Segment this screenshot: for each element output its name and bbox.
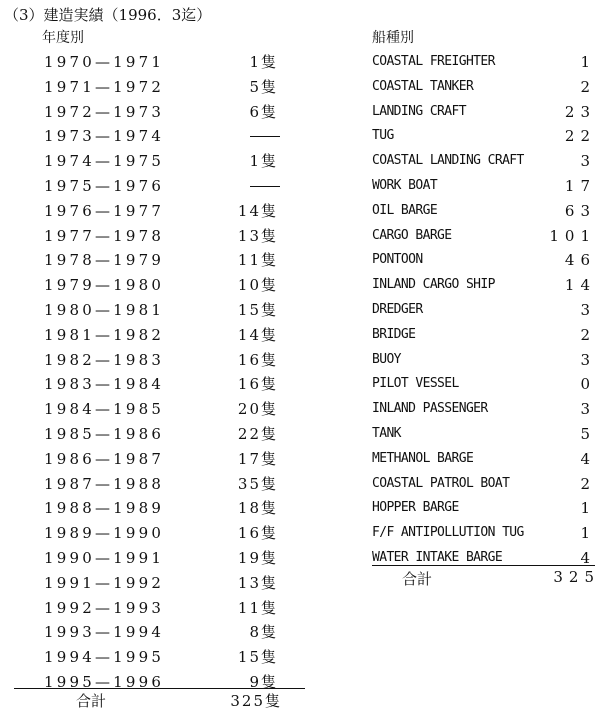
ship-type-count: 1 bbox=[580, 524, 596, 543]
table-row bbox=[12, 248, 302, 273]
ship-type-count: 4 bbox=[580, 548, 596, 567]
table-row bbox=[370, 75, 596, 100]
count-value: 5隻 bbox=[249, 77, 278, 96]
ship-type-count: 3 bbox=[580, 350, 596, 369]
table-row bbox=[370, 521, 596, 546]
table-row bbox=[12, 149, 302, 174]
table-row bbox=[370, 199, 596, 224]
period-label: 1992—1993 bbox=[44, 598, 165, 617]
count-value: 35隻 bbox=[237, 474, 278, 493]
period-label: 1982—1983 bbox=[44, 350, 165, 369]
table-row bbox=[370, 422, 596, 447]
ship-type-count: 101 bbox=[549, 226, 596, 245]
period-label: 1974—1975 bbox=[44, 152, 165, 171]
period-label: 1971—1972 bbox=[44, 77, 165, 96]
table-row bbox=[12, 50, 302, 75]
period-label: 1981—1982 bbox=[44, 325, 165, 344]
table-row bbox=[370, 273, 596, 298]
period-label: 1986—1987 bbox=[44, 449, 165, 468]
table-row bbox=[12, 546, 302, 571]
count-value: 1隻 bbox=[249, 53, 278, 71]
ship-type-label: COASTAL TANKER bbox=[372, 78, 474, 94]
period-label: 1985—1986 bbox=[44, 424, 165, 443]
count-value: 11隻 bbox=[237, 598, 278, 617]
table-row bbox=[12, 496, 302, 521]
left-total-label: 合計 bbox=[76, 692, 107, 710]
period-label: 1994—1995 bbox=[44, 648, 165, 667]
ship-type-label: F/F ANTIPOLLUTION TUG bbox=[372, 525, 524, 541]
ship-type-label: TANK bbox=[372, 425, 401, 441]
table-row bbox=[370, 248, 596, 273]
period-label: 1973—1974 bbox=[44, 127, 165, 146]
period-label: 1976—1977 bbox=[44, 201, 165, 220]
table-row bbox=[370, 496, 596, 521]
ship-type-label: PILOT VESSEL bbox=[372, 376, 459, 392]
count-value: 15隻 bbox=[237, 648, 278, 667]
ship-type-count: 46 bbox=[564, 251, 596, 270]
ship-type-count: 23 bbox=[564, 102, 596, 121]
count-value: 10隻 bbox=[237, 276, 278, 295]
by-year-table bbox=[12, 50, 302, 695]
count-value: 22隻 bbox=[237, 424, 278, 443]
count-value: 20隻 bbox=[237, 400, 278, 419]
table-row bbox=[12, 273, 302, 298]
table-row bbox=[12, 298, 302, 323]
table-row bbox=[370, 224, 596, 249]
ship-type-label: INLAND CARGO SHIP bbox=[372, 277, 495, 293]
count-value: 9隻 bbox=[249, 672, 278, 691]
ship-type-label: COASTAL LANDING CRAFT bbox=[372, 153, 524, 169]
period-label: 1991—1992 bbox=[44, 573, 165, 592]
count-value: 16隻 bbox=[237, 350, 278, 369]
empty-count-dash bbox=[250, 186, 280, 187]
period-label: 1978—1979 bbox=[44, 251, 165, 270]
ship-type-label: HOPPER BARGE bbox=[372, 500, 459, 516]
table-row bbox=[370, 298, 596, 323]
table-row bbox=[370, 149, 596, 174]
ship-type-label: COASTAL FREIGHTER bbox=[372, 54, 495, 69]
left-total-rule bbox=[14, 688, 305, 689]
right-total-label: 合計 bbox=[402, 570, 433, 588]
ship-type-label: CARGO BARGE bbox=[372, 227, 452, 243]
by-year-header: 年度別 bbox=[42, 30, 84, 46]
table-row bbox=[370, 472, 596, 497]
table-row bbox=[12, 422, 302, 447]
table-row bbox=[12, 397, 302, 422]
count-value: 17隻 bbox=[237, 449, 278, 468]
ship-type-count: 2 bbox=[580, 474, 596, 493]
count-value: 15隻 bbox=[237, 300, 278, 319]
ship-type-count: 2 bbox=[580, 325, 596, 344]
table-row bbox=[12, 645, 302, 670]
table-row bbox=[12, 472, 302, 497]
period-label: 1987—1988 bbox=[44, 474, 165, 493]
ship-type-count: 4 bbox=[580, 449, 596, 468]
period-label: 1972—1973 bbox=[44, 102, 165, 121]
count-value: 1隻 bbox=[249, 152, 278, 171]
ship-type-label: BRIDGE bbox=[372, 326, 416, 342]
ship-type-label: INLAND PASSENGER bbox=[372, 401, 488, 417]
ship-type-count: 63 bbox=[564, 201, 596, 220]
empty-count-dash bbox=[250, 136, 280, 137]
table-row bbox=[370, 348, 596, 373]
right-total-rule bbox=[372, 565, 595, 566]
ship-type-count: 14 bbox=[564, 276, 596, 295]
period-label: 1990—1991 bbox=[44, 548, 165, 567]
ship-type-count: 5 bbox=[580, 424, 596, 443]
table-row bbox=[12, 348, 302, 373]
ship-type-count: 2 bbox=[580, 77, 596, 96]
ship-type-label: METHANOL BARGE bbox=[372, 450, 474, 466]
ship-type-label: LANDING CRAFT bbox=[372, 103, 466, 119]
ship-type-count: 1 bbox=[580, 499, 596, 518]
by-type-header: 船種別 bbox=[372, 30, 414, 46]
table-row bbox=[370, 372, 596, 397]
count-value: 19隻 bbox=[237, 548, 278, 567]
table-row bbox=[12, 571, 302, 596]
table-row bbox=[12, 596, 302, 621]
ship-type-count: 3 bbox=[580, 300, 596, 319]
count-value: 14隻 bbox=[237, 325, 278, 344]
ship-type-label: WORK BOAT bbox=[372, 177, 438, 193]
count-value: 18隻 bbox=[237, 499, 278, 518]
ship-type-count: 3 bbox=[580, 152, 596, 171]
table-row bbox=[370, 174, 596, 199]
period-label: 1975—1976 bbox=[44, 176, 165, 195]
table-row bbox=[12, 447, 302, 472]
ship-type-label: COASTAL PATROL BOAT bbox=[372, 475, 510, 491]
count-value: 16隻 bbox=[237, 524, 278, 543]
period-label: 1988—1989 bbox=[44, 499, 165, 518]
count-value: 6隻 bbox=[249, 102, 278, 121]
table-row bbox=[12, 75, 302, 100]
ship-type-label: DREDGER bbox=[372, 301, 423, 317]
period-label: 1980—1981 bbox=[44, 300, 165, 319]
ship-type-count: 22 bbox=[564, 127, 596, 146]
by-type-table bbox=[370, 50, 596, 571]
left-total-value: 325隻 bbox=[230, 692, 282, 710]
page-title: （3）建造実績（1996．3迄） bbox=[4, 6, 212, 24]
table-row bbox=[370, 100, 596, 125]
count-value: 14隻 bbox=[237, 201, 278, 220]
ship-type-count: 1 bbox=[580, 53, 596, 71]
table-row bbox=[12, 199, 302, 224]
count-value: 13隻 bbox=[237, 573, 278, 592]
ship-type-label: WATER INTAKE BARGE bbox=[372, 549, 503, 565]
period-label: 1977—1978 bbox=[44, 226, 165, 245]
ship-type-count: 0 bbox=[580, 375, 596, 394]
table-row bbox=[370, 397, 596, 422]
ship-type-label: PONTOON bbox=[372, 252, 423, 268]
table-row bbox=[370, 124, 596, 149]
table-row bbox=[12, 224, 302, 249]
table-row bbox=[370, 323, 596, 348]
table-row bbox=[12, 100, 302, 125]
table-row bbox=[12, 372, 302, 397]
period-label: 1979—1980 bbox=[44, 276, 165, 295]
table-row bbox=[12, 521, 302, 546]
ship-type-count: 17 bbox=[564, 176, 596, 195]
table-row bbox=[370, 50, 596, 75]
count-value: 11隻 bbox=[237, 251, 278, 270]
table-row bbox=[12, 620, 302, 645]
table-row bbox=[12, 124, 302, 149]
right-total-value: 325 bbox=[553, 568, 600, 586]
count-value: 16隻 bbox=[237, 375, 278, 394]
ship-type-label: OIL BARGE bbox=[372, 202, 438, 218]
period-label: 1993—1994 bbox=[44, 623, 165, 642]
ship-type-label: BUOY bbox=[372, 351, 401, 367]
ship-type-count: 3 bbox=[580, 400, 596, 419]
count-value: 13隻 bbox=[237, 226, 278, 245]
period-label: 1983—1984 bbox=[44, 375, 165, 394]
period-label: 1984—1985 bbox=[44, 400, 165, 419]
period-label: 1995—1996 bbox=[44, 672, 165, 691]
period-label: 1989—1990 bbox=[44, 524, 165, 543]
count-value: 8隻 bbox=[249, 623, 278, 642]
table-row bbox=[12, 323, 302, 348]
table-row bbox=[12, 174, 302, 199]
period-label: 1970—1971 bbox=[44, 53, 165, 71]
table-row bbox=[370, 447, 596, 472]
ship-type-label: TUG bbox=[372, 128, 394, 144]
table-row bbox=[370, 546, 596, 571]
